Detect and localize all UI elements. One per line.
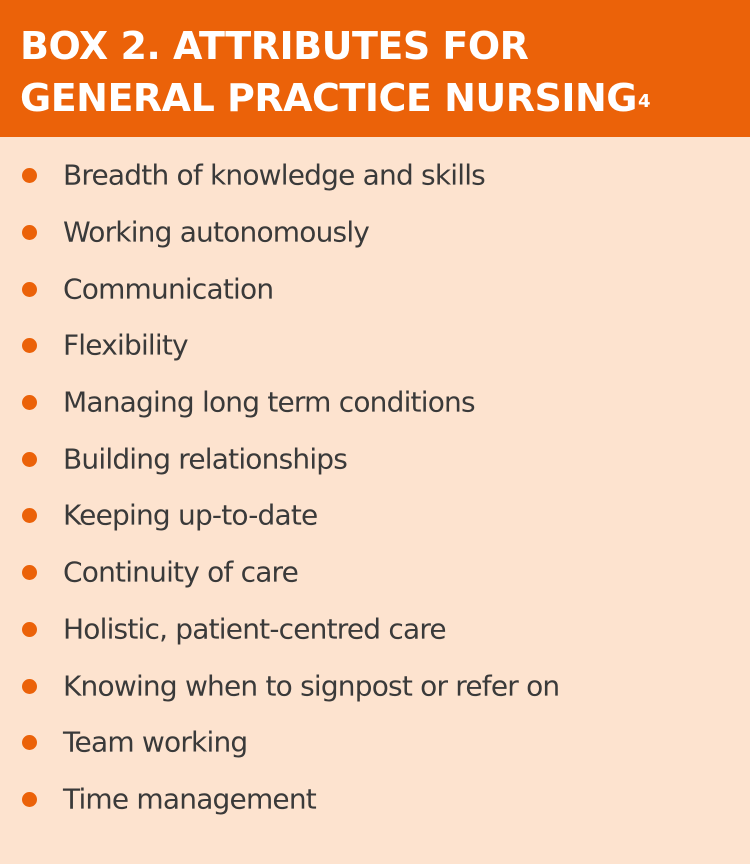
list-item <box>0 771 750 828</box>
box-title <box>20 20 730 124</box>
list-item <box>0 374 750 431</box>
list-item-label: Keeping up-to-date <box>63 498 318 532</box>
list-item <box>0 147 750 204</box>
box-title-text: BOX 2. ATTRIBUTES FOR GENERAL PRACTICE NURSING <box>20 24 637 120</box>
list-item-label: Time management <box>63 782 316 816</box>
bullet-icon <box>22 508 37 523</box>
bullet-icon <box>22 792 37 807</box>
bullet-icon <box>22 225 37 240</box>
list-item-label: Continuity of care <box>63 555 299 589</box>
box-title-superscript: 4 <box>638 91 651 112</box>
list-item <box>0 317 750 374</box>
list-item <box>0 601 750 658</box>
list-item-label: Working autonomously <box>63 215 370 249</box>
list-item <box>0 544 750 601</box>
list-item-label: Team working <box>63 725 248 759</box>
bullet-icon <box>22 735 37 750</box>
list-item-label: Managing long term conditions <box>63 385 475 419</box>
list-item <box>0 260 750 317</box>
list-item <box>0 714 750 771</box>
bullet-icon <box>22 452 37 467</box>
list-item <box>0 487 750 544</box>
bullet-icon <box>22 168 37 183</box>
list-item-label: Building relationships <box>63 442 348 476</box>
attributes-list <box>0 147 750 827</box>
list-item <box>0 430 750 487</box>
list-item-label: Holistic, patient-centred care <box>63 612 446 646</box>
bullet-icon <box>22 395 37 410</box>
list-item <box>0 204 750 261</box>
bullet-icon <box>22 565 37 580</box>
list-item-label: Flexibility <box>63 328 188 362</box>
list-item <box>0 657 750 714</box>
bullet-icon <box>22 622 37 637</box>
box-header <box>0 0 750 137</box>
list-item-label: Communication <box>63 272 274 306</box>
list-item-label: Knowing when to signpost or refer on <box>63 669 560 703</box>
bullet-icon <box>22 679 37 694</box>
list-item-label: Breadth of knowledge and skills <box>63 158 485 192</box>
bullet-icon <box>22 282 37 297</box>
bullet-icon <box>22 338 37 353</box>
